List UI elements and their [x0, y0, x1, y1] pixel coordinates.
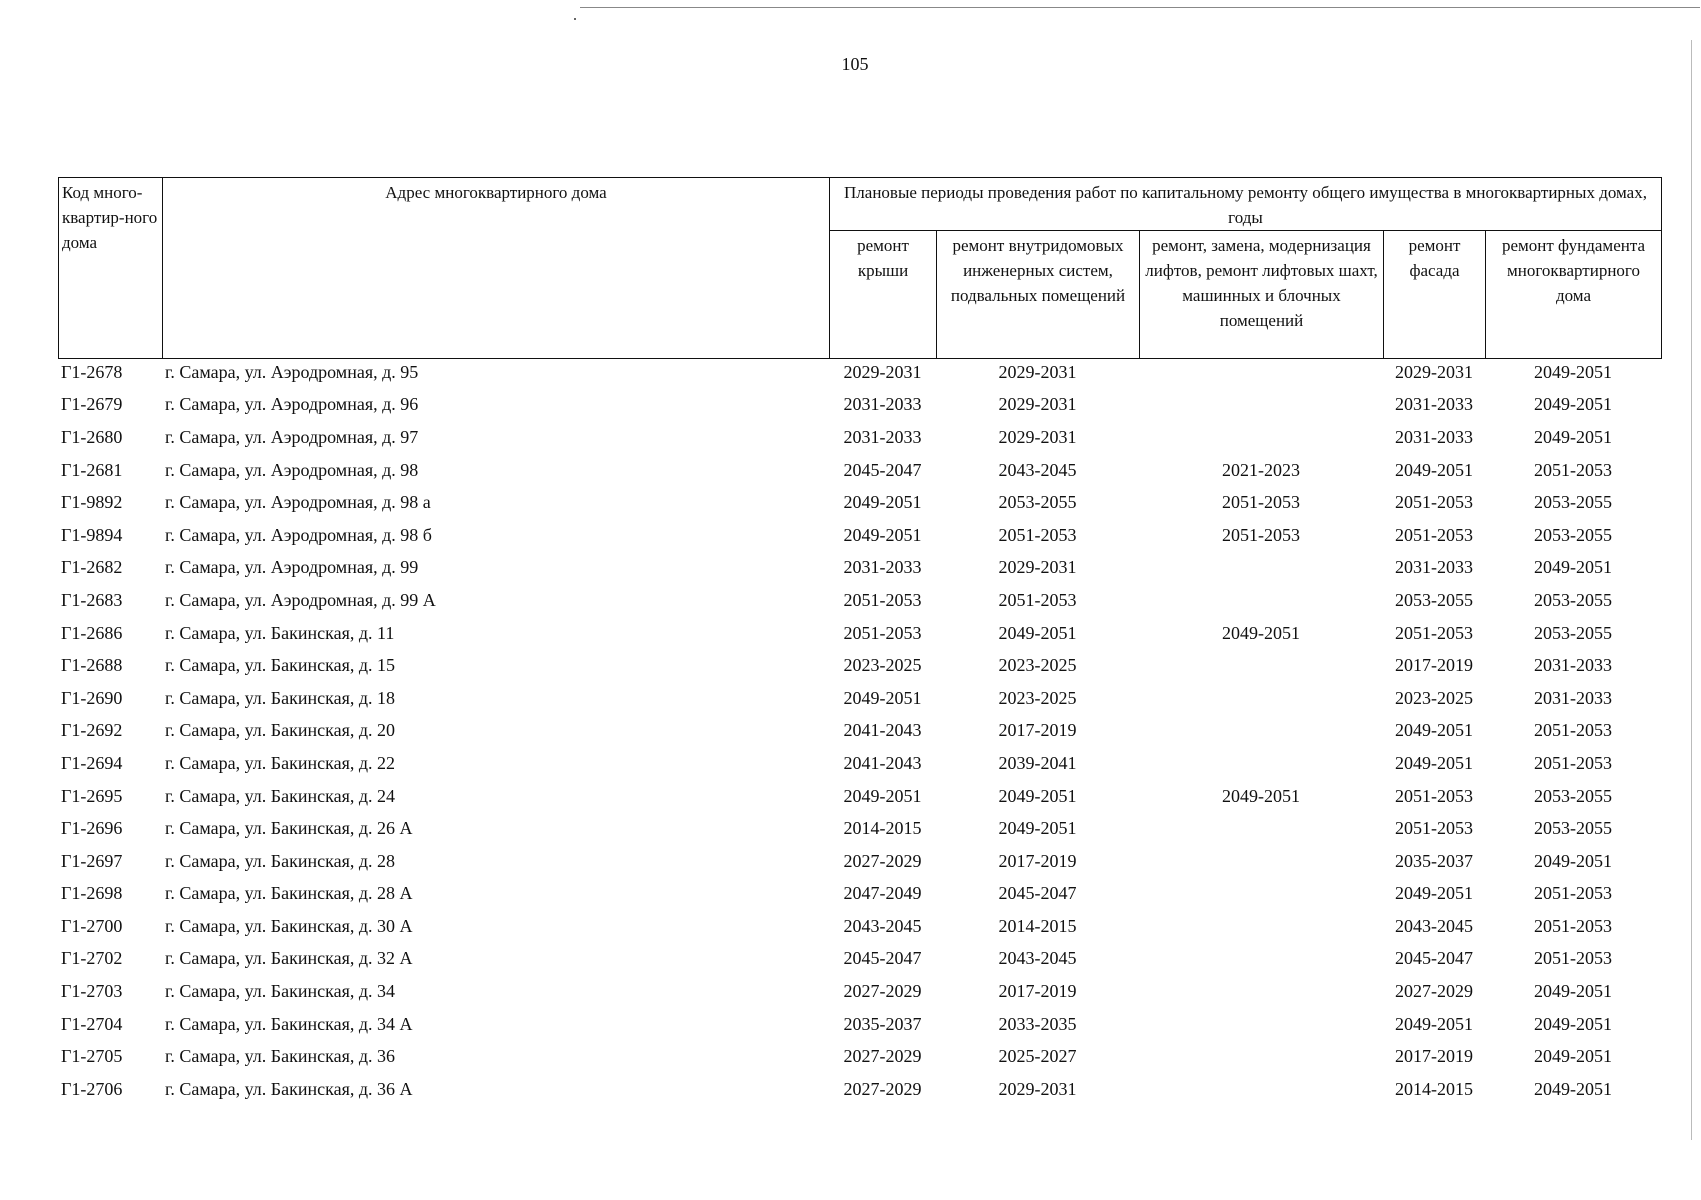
- cell-roof: 2041-2043: [843, 752, 922, 773]
- cell-systems: 2043-2045: [998, 948, 1077, 969]
- cell-address: г. Самара, ул. Бакинская, д. 22: [165, 752, 396, 773]
- cell-roof: 2014-2015: [843, 818, 922, 839]
- cell-roof: 2051-2053: [843, 589, 922, 610]
- cell-foundation: 2049-2051: [1534, 1046, 1612, 1067]
- cell-lifts: [1139, 389, 1383, 422]
- cell-lifts: [1139, 1073, 1383, 1106]
- cell-address: г. Самара, ул. Бакинская, д. 28 А: [165, 883, 413, 904]
- cell-foundation: 2051-2053: [1534, 720, 1612, 741]
- cell-code: Г1-2683: [61, 589, 123, 610]
- cell-lifts: [1139, 747, 1383, 780]
- cell-facade: 2023-2025: [1395, 687, 1473, 708]
- cell-facade: 2031-2033: [1395, 394, 1473, 415]
- cell-facade: 2051-2053: [1395, 622, 1473, 643]
- cell-roof: 2027-2029: [843, 1078, 922, 1099]
- cell-systems: 2053-2055: [998, 492, 1077, 513]
- cell-code: Г1-2679: [61, 394, 123, 415]
- cell-roof: 2043-2045: [843, 915, 922, 936]
- cell-roof: 2049-2051: [843, 687, 922, 708]
- cell-facade: 2049-2051: [1395, 752, 1473, 773]
- cell-address: г. Самара, ул. Бакинская, д. 34: [165, 981, 396, 1002]
- cell-systems: 2049-2051: [998, 785, 1077, 806]
- cell-systems: 2017-2019: [998, 850, 1077, 871]
- cell-systems: 2025-2027: [998, 1046, 1077, 1067]
- cell-code: Г1-9892: [61, 492, 123, 513]
- cell-lifts: [1139, 878, 1383, 911]
- cell-facade: 2049-2051: [1395, 459, 1473, 480]
- header-systems: ремонт внутридомовых инженерных систем, подвальных помещений: [937, 231, 1140, 359]
- table-row: [58, 486, 1661, 519]
- cell-foundation: 2049-2051: [1534, 361, 1612, 382]
- cell-lifts: 2051-2053: [1222, 492, 1300, 513]
- cell-code: Г1-2678: [61, 361, 123, 382]
- cell-lifts: [1139, 356, 1383, 389]
- cell-foundation: 2051-2053: [1534, 883, 1612, 904]
- cell-lifts: [1139, 552, 1383, 585]
- cell-lifts: [1139, 421, 1383, 454]
- cell-facade: 2017-2019: [1395, 655, 1473, 676]
- cell-code: Г1-2688: [61, 655, 123, 676]
- table-row: [58, 617, 1661, 650]
- cell-code: Г1-2698: [61, 883, 123, 904]
- cell-facade: 2053-2055: [1395, 589, 1473, 610]
- header-code: Код много-квартир-ного дома: [59, 178, 163, 359]
- table-row: [58, 715, 1661, 748]
- cell-facade: 2031-2033: [1395, 557, 1473, 578]
- cell-facade: 2029-2031: [1395, 361, 1473, 382]
- cell-foundation: 2049-2051: [1534, 426, 1612, 447]
- table-row: [58, 1073, 1661, 1106]
- cell-facade: 2027-2029: [1395, 981, 1473, 1002]
- cell-lifts: 2049-2051: [1222, 622, 1300, 643]
- cell-lifts: [1139, 845, 1383, 878]
- table-row: [58, 747, 1661, 780]
- cell-systems: 2014-2015: [998, 915, 1077, 936]
- cell-systems: 2023-2025: [998, 687, 1077, 708]
- cell-foundation: 2053-2055: [1534, 622, 1612, 643]
- cell-code: Г1-2692: [61, 720, 123, 741]
- cell-facade: 2049-2051: [1395, 1013, 1473, 1034]
- cell-roof: 2045-2047: [843, 459, 922, 480]
- cell-foundation: 2049-2051: [1534, 850, 1612, 871]
- cell-address: г. Самара, ул. Бакинская, д. 15: [165, 655, 396, 676]
- cell-facade: 2051-2053: [1395, 492, 1473, 513]
- scan-speck: [574, 18, 576, 20]
- cell-systems: 2033-2035: [998, 1013, 1077, 1034]
- table-row: [58, 519, 1661, 552]
- page-number: 105: [841, 54, 869, 74]
- cell-address: г. Самара, ул. Бакинская, д. 11: [165, 622, 395, 643]
- table-row: [58, 1008, 1661, 1041]
- cell-roof: 2029-2031: [843, 361, 922, 382]
- cell-systems: 2051-2053: [998, 589, 1077, 610]
- scan-edge-line-right: [1691, 40, 1692, 1140]
- table-row: [58, 845, 1661, 878]
- cell-address: г. Самара, ул. Бакинская, д. 34 А: [165, 1013, 413, 1034]
- cell-code: Г1-2695: [61, 785, 123, 806]
- cell-code: Г1-2697: [61, 850, 123, 871]
- cell-systems: 2017-2019: [998, 981, 1077, 1002]
- cell-roof: 2041-2043: [843, 720, 922, 741]
- cell-facade: 2035-2037: [1395, 850, 1473, 871]
- cell-foundation: 2053-2055: [1534, 818, 1612, 839]
- header-address: Адрес многоквартирного дома: [163, 178, 830, 359]
- cell-code: Г1-2700: [61, 915, 123, 936]
- cell-foundation: 2053-2055: [1534, 524, 1612, 545]
- cell-facade: 2043-2045: [1395, 915, 1473, 936]
- cell-lifts: [1139, 1040, 1383, 1073]
- cell-lifts: [1139, 715, 1383, 748]
- table-row: [58, 943, 1661, 976]
- cell-foundation: 2051-2053: [1534, 948, 1612, 969]
- cell-systems: 2029-2031: [998, 426, 1077, 447]
- cell-lifts: [1139, 649, 1383, 682]
- cell-foundation: 2053-2055: [1534, 492, 1612, 513]
- table-row: [58, 356, 1661, 389]
- cell-lifts: [1139, 1008, 1383, 1041]
- cell-facade: 2014-2015: [1395, 1078, 1473, 1099]
- table-row: [58, 649, 1661, 682]
- table-header: [58, 177, 1662, 359]
- cell-foundation: 2049-2051: [1534, 1078, 1612, 1099]
- table-row: [58, 780, 1661, 813]
- cell-systems: 2051-2053: [998, 524, 1077, 545]
- cell-address: г. Самара, ул. Бакинская, д. 20: [165, 720, 396, 741]
- header-facade: ремонт фасада: [1384, 231, 1486, 359]
- cell-foundation: 2049-2051: [1534, 981, 1612, 1002]
- table-row: [58, 389, 1661, 422]
- scan-edge-line: [580, 7, 1700, 8]
- cell-foundation: 2031-2033: [1534, 687, 1612, 708]
- cell-code: Г1-2706: [61, 1078, 123, 1099]
- cell-systems: 2029-2031: [998, 1078, 1077, 1099]
- header-roof: ремонт крыши: [830, 231, 937, 359]
- cell-systems: 2029-2031: [998, 394, 1077, 415]
- cell-systems: 2029-2031: [998, 557, 1077, 578]
- cell-foundation: 2051-2053: [1534, 752, 1612, 773]
- cell-address: г. Самара, ул. Бакинская, д. 36: [165, 1046, 396, 1067]
- cell-address: г. Самара, ул. Бакинская, д. 32 А: [165, 948, 413, 969]
- cell-code: Г1-2703: [61, 981, 123, 1002]
- cell-address: г. Самара, ул. Аэродромная, д. 98: [165, 459, 419, 480]
- cell-foundation: 2053-2055: [1534, 785, 1612, 806]
- cell-code: Г1-2696: [61, 818, 123, 839]
- cell-foundation: 2049-2051: [1534, 394, 1612, 415]
- cell-foundation: 2049-2051: [1534, 557, 1612, 578]
- cell-systems: 2045-2047: [998, 883, 1077, 904]
- cell-systems: 2017-2019: [998, 720, 1077, 741]
- cell-facade: 2051-2053: [1395, 818, 1473, 839]
- table-row: [58, 421, 1661, 454]
- cell-address: г. Самара, ул. Бакинская, д. 36 А: [165, 1078, 413, 1099]
- cell-code: Г1-2704: [61, 1013, 123, 1034]
- cell-roof: 2049-2051: [843, 492, 922, 513]
- cell-code: Г1-9894: [61, 524, 123, 545]
- cell-roof: 2047-2049: [843, 883, 922, 904]
- table-body: [58, 356, 1661, 1106]
- header-lifts: ремонт, замена, модернизация лифтов, ремонт лифтовых шахт, машинных и блочных помещений: [1140, 231, 1384, 359]
- cell-address: г. Самара, ул. Аэродромная, д. 95: [165, 361, 419, 382]
- cell-facade: 2051-2053: [1395, 785, 1473, 806]
- cell-systems: 2049-2051: [998, 622, 1077, 643]
- cell-facade: 2049-2051: [1395, 883, 1473, 904]
- cell-roof: 2031-2033: [843, 426, 922, 447]
- header-periods: Плановые периоды проведения работ по капитальному ремонту общего имущества в многоквартирных домах, годы: [830, 178, 1662, 231]
- header-foundation: ремонт фундамента многоквартирного дома: [1486, 231, 1662, 359]
- cell-roof: 2027-2029: [843, 1046, 922, 1067]
- cell-lifts: [1139, 682, 1383, 715]
- cell-foundation: 2051-2053: [1534, 915, 1612, 936]
- table-row: [58, 584, 1661, 617]
- cell-systems: 2029-2031: [998, 361, 1077, 382]
- cell-code: Г1-2680: [61, 426, 123, 447]
- cell-address: г. Самара, ул. Аэродромная, д. 96: [165, 394, 419, 415]
- table-row: [58, 552, 1661, 585]
- cell-foundation: 2031-2033: [1534, 655, 1612, 676]
- cell-code: Г1-2681: [61, 459, 123, 480]
- cell-facade: 2031-2033: [1395, 426, 1473, 447]
- cell-roof: 2027-2029: [843, 850, 922, 871]
- cell-address: г. Самара, ул. Аэродромная, д. 99: [165, 557, 419, 578]
- cell-roof: 2049-2051: [843, 785, 922, 806]
- table-row: [58, 878, 1661, 911]
- table-row: [58, 1040, 1661, 1073]
- cell-foundation: 2051-2053: [1534, 459, 1612, 480]
- cell-address: г. Самара, ул. Аэродромная, д. 97: [165, 426, 419, 447]
- cell-foundation: 2049-2051: [1534, 1013, 1612, 1034]
- cell-lifts: [1139, 910, 1383, 943]
- cell-address: г. Самара, ул. Аэродромная, д. 98 б: [165, 524, 432, 545]
- table-row: [58, 454, 1661, 487]
- cell-facade: 2045-2047: [1395, 948, 1473, 969]
- cell-lifts: [1139, 812, 1383, 845]
- cell-systems: 2039-2041: [998, 752, 1077, 773]
- cell-lifts: [1139, 975, 1383, 1008]
- cell-systems: 2043-2045: [998, 459, 1077, 480]
- cell-address: г. Самара, ул. Бакинская, д. 28: [165, 850, 396, 871]
- cell-roof: 2023-2025: [843, 655, 922, 676]
- cell-address: г. Самара, ул. Аэродромная, д. 99 А: [165, 589, 436, 610]
- cell-systems: 2023-2025: [998, 655, 1077, 676]
- cell-roof: 2051-2053: [843, 622, 922, 643]
- cell-lifts: 2021-2023: [1222, 459, 1300, 480]
- cell-lifts: [1139, 943, 1383, 976]
- cell-systems: 2049-2051: [998, 818, 1077, 839]
- cell-roof: 2027-2029: [843, 981, 922, 1002]
- cell-lifts: 2049-2051: [1222, 785, 1300, 806]
- cell-code: Г1-2690: [61, 687, 123, 708]
- table-row: [58, 910, 1661, 943]
- cell-code: Г1-2705: [61, 1046, 123, 1067]
- cell-address: г. Самара, ул. Бакинская, д. 24: [165, 785, 396, 806]
- cell-foundation: 2053-2055: [1534, 589, 1612, 610]
- cell-code: Г1-2682: [61, 557, 123, 578]
- cell-code: Г1-2686: [61, 622, 123, 643]
- table-rows: [58, 356, 1661, 1106]
- cell-facade: 2017-2019: [1395, 1046, 1473, 1067]
- cell-facade: 2049-2051: [1395, 720, 1473, 741]
- cell-lifts: [1139, 584, 1383, 617]
- cell-address: г. Самара, ул. Бакинская, д. 18: [165, 687, 396, 708]
- cell-lifts: 2051-2053: [1222, 524, 1300, 545]
- cell-address: г. Самара, ул. Аэродромная, д. 98 а: [165, 492, 431, 513]
- table-row: [58, 682, 1661, 715]
- cell-facade: 2051-2053: [1395, 524, 1473, 545]
- cell-code: Г1-2702: [61, 948, 123, 969]
- cell-roof: 2031-2033: [843, 557, 922, 578]
- cell-address: г. Самара, ул. Бакинская, д. 26 А: [165, 818, 413, 839]
- cell-roof: 2045-2047: [843, 948, 922, 969]
- table-row: [58, 975, 1661, 1008]
- cell-roof: 2031-2033: [843, 394, 922, 415]
- cell-roof: 2049-2051: [843, 524, 922, 545]
- cell-address: г. Самара, ул. Бакинская, д. 30 А: [165, 915, 413, 936]
- cell-roof: 2035-2037: [843, 1013, 922, 1034]
- cell-code: Г1-2694: [61, 752, 123, 773]
- table-row: [58, 812, 1661, 845]
